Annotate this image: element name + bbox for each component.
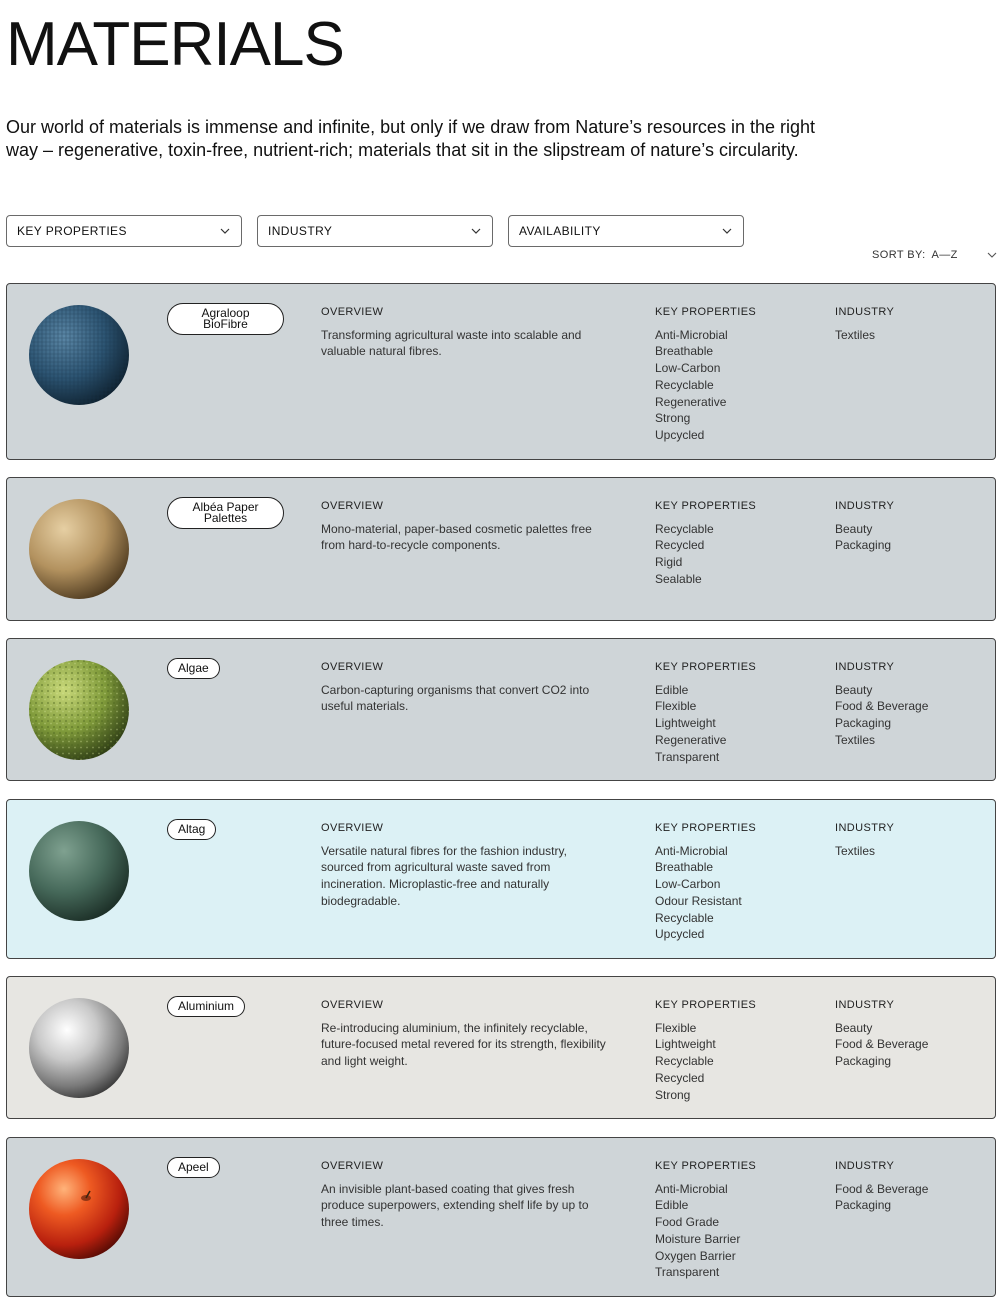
material-image-agraloop <box>28 304 130 406</box>
material-name-pill[interactable] <box>167 996 245 1017</box>
key-properties-heading: KEY PROPERTIES <box>655 661 757 673</box>
industry-item: Beauty <box>835 521 873 536</box>
overview-heading: OVERVIEW <box>321 306 384 318</box>
material-card-aluminium[interactable] <box>6 976 996 1119</box>
industry-item: Beauty <box>835 682 873 697</box>
industry-heading: INDUSTRY <box>835 306 895 318</box>
property-item: Recyclable <box>655 521 714 536</box>
industry-item: Packaging <box>835 1198 892 1213</box>
material-name-line1: Albéa Paper <box>192 500 259 514</box>
sort-dropdown[interactable] <box>872 249 998 261</box>
overview-heading: OVERVIEW <box>321 500 384 512</box>
key-properties-filter[interactable] <box>6 215 242 247</box>
property-item: Anti-Microbial <box>655 843 728 858</box>
industry-heading: INDUSTRY <box>835 1160 895 1172</box>
property-item: Anti-Microbial <box>655 327 728 342</box>
industry-item: Beauty <box>835 1020 873 1035</box>
sort-label: SORT BY: <box>872 249 926 261</box>
industry-filter[interactable] <box>257 215 493 247</box>
property-item: Recyclable <box>655 910 714 925</box>
property-item: Recyclable <box>655 1054 714 1069</box>
chevron-down-icon <box>219 225 231 237</box>
property-item: Sealable <box>655 571 702 586</box>
material-card-agraloop[interactable] <box>6 283 996 460</box>
material-name-line2: Palettes <box>203 511 248 525</box>
property-item: Food Grade <box>655 1215 720 1230</box>
key-properties-heading: KEY PROPERTIES <box>655 822 757 834</box>
key-properties-column <box>655 659 805 765</box>
overview-heading: OVERVIEW <box>321 999 384 1011</box>
property-item: Lightweight <box>655 1037 716 1052</box>
filter-label: INDUSTRY <box>268 224 333 238</box>
material-card-altag[interactable] <box>6 799 996 959</box>
property-item: Transparent <box>655 1265 720 1280</box>
key-properties-heading: KEY PROPERTIES <box>655 999 757 1011</box>
sort-value: A—Z <box>931 249 958 261</box>
material-name-line1: Altag <box>178 822 206 836</box>
industry-column <box>835 997 985 1070</box>
property-item: Transparent <box>655 749 720 764</box>
overview-text: Re-introducing aluminium, the infinitely recyclable, future-focused metal revered for its strength, flexibility and light weight. <box>321 1020 606 1069</box>
property-item: Oxygen Barrier <box>655 1248 736 1263</box>
material-name-pill[interactable] <box>167 819 216 840</box>
key-properties-column <box>655 1158 805 1281</box>
material-image-aluminium <box>28 997 130 1099</box>
material-name-line2: BioFibre <box>203 317 248 331</box>
page-title: MATERIALS <box>6 10 344 79</box>
property-item: Rigid <box>655 555 683 570</box>
overview-column <box>321 659 611 715</box>
industry-item: Textiles <box>835 843 876 858</box>
property-item: Recyclable <box>655 377 714 392</box>
material-name-line1: Agraloop <box>201 306 250 320</box>
property-item: Edible <box>655 1198 689 1213</box>
industry-column <box>835 659 985 749</box>
property-item: Odour Resistant <box>655 893 742 908</box>
key-properties-heading: KEY PROPERTIES <box>655 306 757 318</box>
key-properties-heading: KEY PROPERTIES <box>655 1160 757 1172</box>
property-item: Flexible <box>655 1020 697 1035</box>
property-item: Edible <box>655 682 689 697</box>
material-card-apeel[interactable] <box>6 1137 996 1297</box>
chevron-down-icon <box>721 225 733 237</box>
overview-column <box>321 820 611 910</box>
overview-column <box>321 304 611 360</box>
availability-filter[interactable] <box>508 215 744 247</box>
overview-column <box>321 498 611 554</box>
key-properties-column <box>655 304 805 444</box>
industry-item: Packaging <box>835 716 892 731</box>
industry-item: Textiles <box>835 732 876 747</box>
material-name-pill[interactable] <box>167 1157 220 1178</box>
property-item: Low-Carbon <box>655 361 721 376</box>
overview-text: An invisible plant-based coating that gives fresh produce superpowers, extending shelf life by up to three times. <box>321 1181 589 1230</box>
property-item: Regenerative <box>655 732 727 747</box>
overview-heading: OVERVIEW <box>321 1160 384 1172</box>
industry-column <box>835 1158 985 1214</box>
overview-heading: OVERVIEW <box>321 822 384 834</box>
property-item: Moisture Barrier <box>655 1231 741 1246</box>
industry-column <box>835 820 985 859</box>
property-item: Breathable <box>655 860 714 875</box>
property-item: Strong <box>655 1087 691 1102</box>
industry-item: Food & Beverage <box>835 1037 929 1052</box>
material-image-altag <box>28 820 130 922</box>
filter-label: AVAILABILITY <box>519 224 601 238</box>
overview-text: Carbon-capturing organisms that convert CO2 into useful materials. <box>321 682 590 714</box>
industry-item: Packaging <box>835 538 892 553</box>
overview-text: Versatile natural fibres for the fashion industry, sourced from agricultural waste saved from incineration. Microplastic-free and naturally biodegradable. <box>321 843 567 908</box>
material-card-albea[interactable] <box>6 477 996 621</box>
chevron-down-icon <box>986 249 998 261</box>
filter-label: KEY PROPERTIES <box>17 224 127 238</box>
chevron-down-icon <box>470 225 482 237</box>
material-name-line1: Apeel <box>178 1160 209 1174</box>
property-item: Lightweight <box>655 716 716 731</box>
material-name-pill[interactable] <box>167 658 220 679</box>
material-name-pill[interactable] <box>167 497 284 529</box>
industry-column <box>835 304 985 343</box>
property-item: Recycled <box>655 538 705 553</box>
property-item: Strong <box>655 411 691 426</box>
key-properties-heading: KEY PROPERTIES <box>655 500 757 512</box>
property-item: Regenerative <box>655 394 727 409</box>
overview-text: Mono-material, paper-based cosmetic palettes free from hard-to-recycle components. <box>321 521 592 553</box>
industry-item: Packaging <box>835 1054 892 1069</box>
industry-item: Textiles <box>835 327 876 342</box>
intro-text: Our world of materials is immense and infinite, but only if we draw from Nature’s resources in the right way – regenerative, toxin-free, nutrient-rich; materials that sit in the slipstream of nature’s circularity. <box>6 117 815 160</box>
material-name-pill[interactable] <box>167 303 284 335</box>
industry-column <box>835 498 985 554</box>
industry-heading: INDUSTRY <box>835 822 895 834</box>
material-card-algae[interactable] <box>6 638 996 781</box>
material-name-line1: Algae <box>178 661 209 675</box>
key-properties-column <box>655 498 805 588</box>
property-item: Flexible <box>655 699 697 714</box>
material-image-apeel <box>28 1158 130 1260</box>
property-item: Recycled <box>655 1070 705 1085</box>
overview-column <box>321 1158 611 1231</box>
key-properties-column <box>655 997 805 1103</box>
industry-heading: INDUSTRY <box>835 500 895 512</box>
property-item: Low-Carbon <box>655 877 721 892</box>
industry-item: Food & Beverage <box>835 1181 929 1196</box>
overview-text: Transforming agricultural waste into scalable and valuable natural fibres. <box>321 327 582 359</box>
material-image-albea <box>28 498 130 600</box>
material-image-algae <box>28 659 130 761</box>
overview-column <box>321 997 611 1070</box>
property-item: Breathable <box>655 344 714 359</box>
key-properties-column <box>655 820 805 943</box>
property-item: Upcycled <box>655 927 705 942</box>
overview-heading: OVERVIEW <box>321 661 384 673</box>
industry-item: Food & Beverage <box>835 699 929 714</box>
material-name-line1: Aluminium <box>178 999 235 1013</box>
industry-heading: INDUSTRY <box>835 999 895 1011</box>
property-item: Upcycled <box>655 427 705 442</box>
property-item: Anti-Microbial <box>655 1181 728 1196</box>
industry-heading: INDUSTRY <box>835 661 895 673</box>
